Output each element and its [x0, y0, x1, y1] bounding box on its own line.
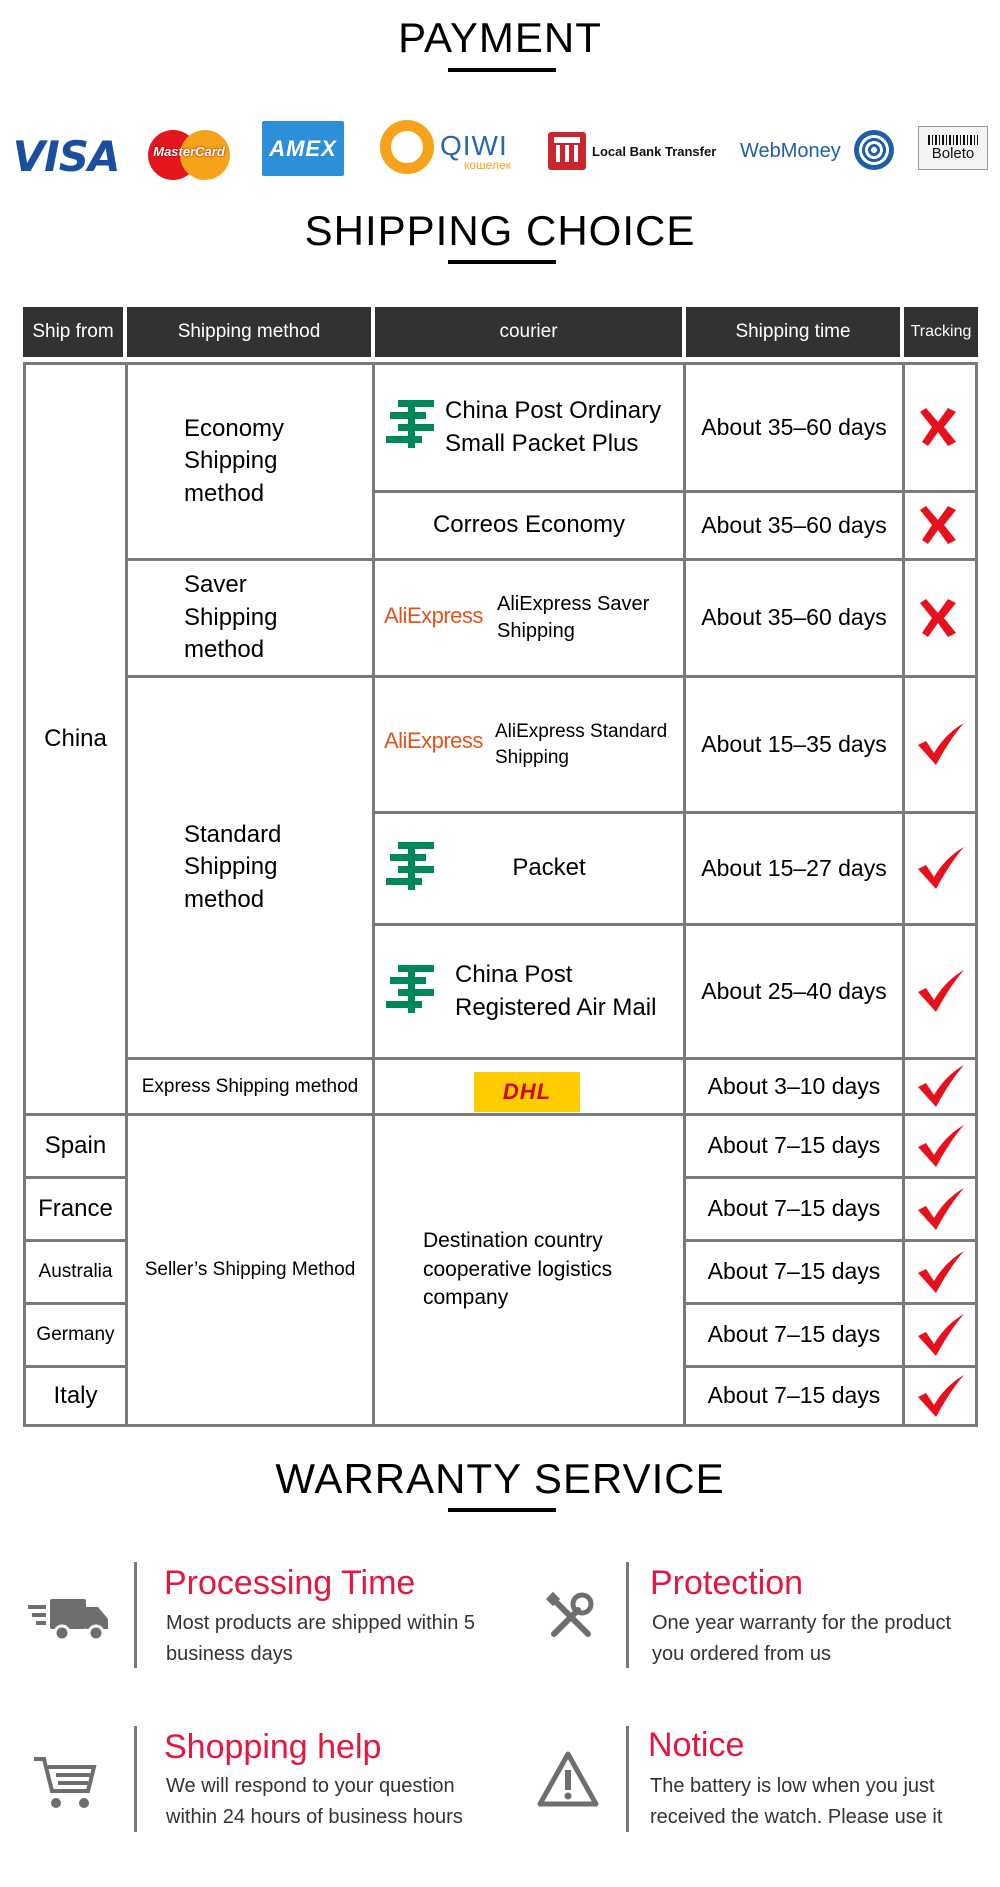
bank-logo-text: Local Bank Transfer	[592, 144, 717, 159]
checkmark-icon	[914, 845, 966, 891]
method-saver-label: Saver Shipping method	[184, 571, 278, 664]
processing-time-text: Most products are shipped within 5 business days	[166, 1612, 476, 1665]
warranty-divider-1	[134, 1562, 137, 1668]
warranty-divider-3	[134, 1726, 137, 1832]
header-tracking: Tracking	[904, 307, 978, 357]
shipping-title: SHIPPING CHOICE	[304, 207, 696, 254]
china-post-logo-icon	[384, 842, 436, 890]
time-row-2: About 35–60 days	[683, 490, 905, 561]
time-row-1: About 35–60 days	[683, 362, 905, 493]
checkmark-icon	[914, 721, 966, 767]
method-economy-label: Economy Shipping method	[184, 414, 285, 507]
notice-heading: Notice	[648, 1726, 745, 1764]
china-post-logo-icon	[384, 400, 436, 448]
courier-destination	[372, 1113, 686, 1427]
courier-china-post-air-label: China Post Registered Air Mail	[455, 961, 657, 1021]
protection-text: One year warranty for the product you ordered from us	[652, 1612, 952, 1665]
method-economy	[125, 362, 375, 561]
cross-icon	[914, 502, 966, 548]
warranty-title-underline	[448, 1508, 556, 1512]
aliexpress-logo-saver: AliExpress	[384, 603, 483, 628]
time-row-12: About 7–15 days	[683, 1365, 905, 1427]
checkmark-icon	[914, 1312, 966, 1358]
time-row-9: About 7–15 days	[683, 1176, 905, 1242]
shopping-help-heading: Shopping help	[164, 1728, 382, 1766]
time-row-4: About 15–35 days	[683, 675, 905, 814]
origin-france: France	[23, 1176, 128, 1242]
processing-time-heading: Processing Time	[164, 1564, 416, 1602]
qiwi-logo-text: QIWI	[440, 130, 508, 161]
warranty-divider-4	[626, 1726, 629, 1832]
checkmark-icon	[914, 1186, 966, 1232]
time-row-3: About 35–60 days	[683, 558, 905, 678]
courier-ae-standard-label: AliExpress Standard Shipping	[495, 720, 668, 768]
time-row-10: About 7–15 days	[683, 1239, 905, 1305]
courier-correos: Correos Economy	[372, 490, 686, 561]
webmoney-logo-text: WebMoney	[740, 140, 841, 162]
qiwi-logo-subtext: кошелек	[464, 158, 511, 172]
origin-germany: Germany	[23, 1302, 128, 1368]
warranty-title: WARRANTY SERVICE	[275, 1455, 725, 1502]
method-standard	[125, 675, 375, 1060]
warranty-divider-2	[626, 1562, 629, 1668]
method-seller: Seller’s Shipping Method	[125, 1113, 375, 1427]
method-saver	[125, 558, 375, 678]
amex-logo: AMEX	[262, 121, 344, 176]
boleto-logo-text: Boleto	[931, 144, 975, 162]
shopping-help-text: We will respond to your question within 24 hours of business hours	[166, 1775, 463, 1828]
visa-logo: VISA	[12, 131, 120, 181]
checkmark-icon	[914, 1373, 966, 1419]
method-express: Express Shipping method	[125, 1057, 375, 1116]
time-row-7: About 3–10 days	[683, 1057, 905, 1116]
dhl-logo: DHL	[474, 1072, 580, 1112]
header-shipping-method: Shipping method	[127, 307, 371, 357]
origin-spain: Spain	[23, 1113, 128, 1179]
header-ship-from: Ship from	[23, 307, 123, 357]
notice-text: The battery is low when you just received the watch. Please use it	[650, 1775, 943, 1828]
cross-icon	[914, 404, 966, 450]
checkmark-icon	[914, 1123, 966, 1169]
courier-ae-saver-label: AliExpress Saver Shipping	[497, 593, 650, 642]
time-row-5: About 15–27 days	[683, 811, 905, 926]
aliexpress-logo-standard: AliExpress	[384, 728, 483, 753]
time-row-11: About 7–15 days	[683, 1302, 905, 1368]
mastercard-logo-text: MasterCard	[153, 144, 225, 159]
china-post-logo-icon	[384, 965, 436, 1013]
checkmark-icon	[914, 1063, 966, 1109]
courier-destination-label: Destination country cooperative logistics company	[423, 1229, 613, 1310]
tools-icon	[544, 1590, 598, 1644]
shopping-cart-icon	[32, 1755, 98, 1811]
protection-heading: Protection	[650, 1564, 804, 1602]
time-row-6: About 25–40 days	[683, 923, 905, 1060]
warning-icon	[536, 1750, 600, 1808]
checkmark-icon	[914, 968, 966, 1014]
method-standard-label: Standard Shipping method	[184, 820, 282, 913]
header-shipping-time: Shipping time	[686, 307, 900, 357]
time-row-8: About 7–15 days	[683, 1113, 905, 1179]
courier-packet-label: Packet	[512, 854, 586, 882]
origin-china: China	[23, 362, 128, 1116]
courier-china-post-ordinary-label: China Post Ordinary Small Packet Plus	[445, 397, 662, 457]
cross-icon	[914, 595, 966, 641]
delivery-truck-icon	[28, 1595, 110, 1645]
checkmark-icon	[914, 1249, 966, 1295]
payment-title: PAYMENT	[398, 14, 602, 61]
header-courier: courier	[375, 307, 682, 357]
origin-italy: Italy	[23, 1365, 128, 1427]
origin-australia: Australia	[23, 1239, 128, 1305]
